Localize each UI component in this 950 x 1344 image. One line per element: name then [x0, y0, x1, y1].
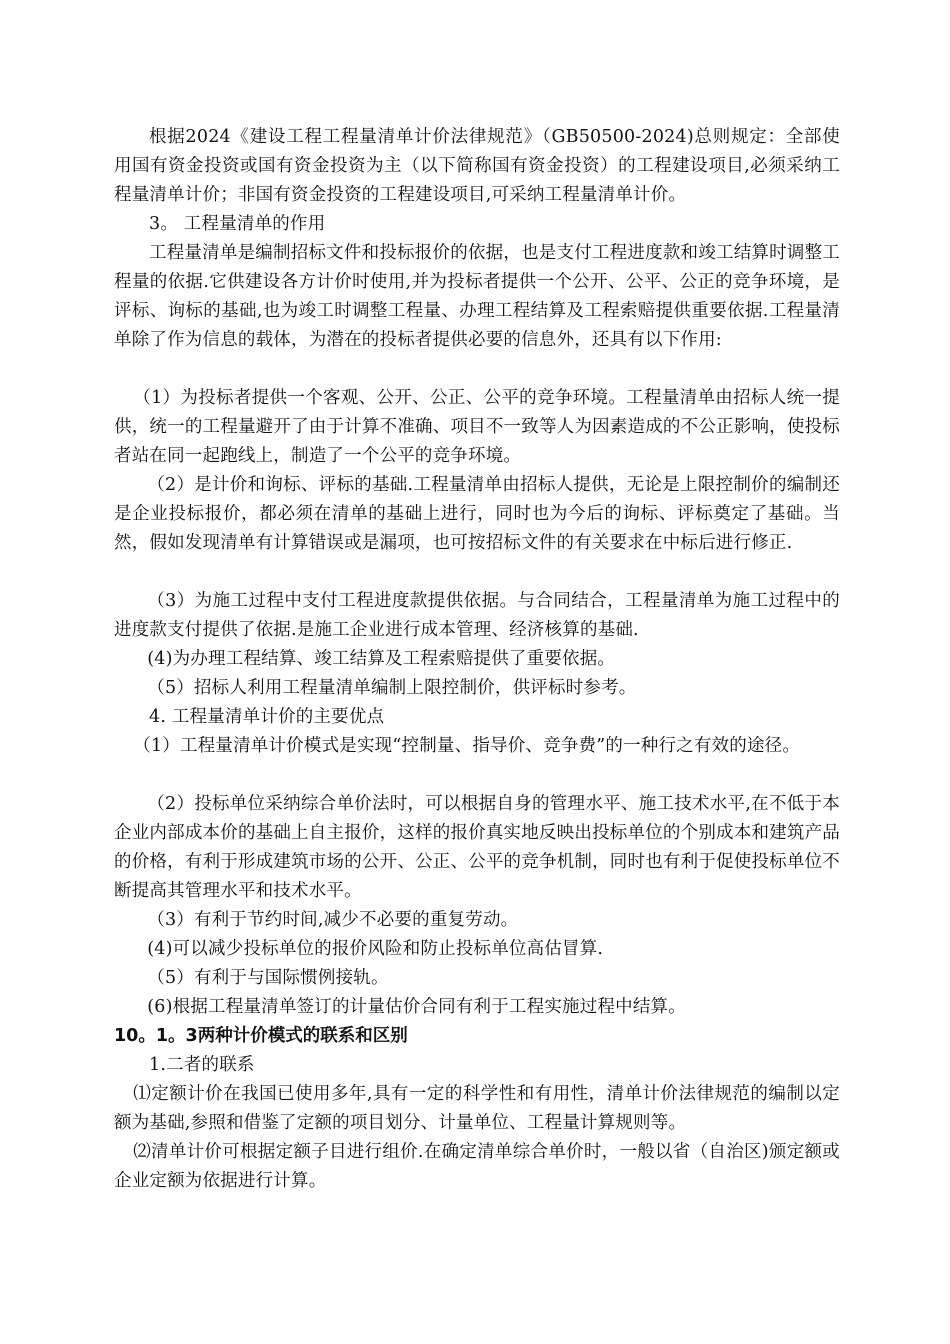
list-item-relation-1: ⑴定额计价在我国已使用多年,具有一定的科学性和有用性，清单计价法律规范的编制以定额为基础,参照和借鉴了定额的项目划分、计量单位、工程量计算规则等。: [114, 1084, 840, 1133]
heading-4-advantages: 4. 工程量清单计价的主要优点: [149, 707, 385, 727]
subheading-relation: 1.二者的联系: [149, 1055, 255, 1075]
list-item-role-3: （3）为施工过程中支付工程进度款提供依据。与合同结合，工程量清单为施工过程中的进度款支付提供了依据.是施工企业进行成本管理、经济核算的基础.: [114, 591, 840, 640]
paragraph-role: 工程量清单是编制招标文件和投标报价的依据，也是支付工程进度款和竣工结算时调整工程量的依据.它供建设各方计价时使用,并为投标者提供一个公开、公平、公正的竞争环境，是评标、询标的基础,也为竣工时调整工程量、办理工程结算及工程索赔提供重要依据.工程量清单除了作为信息的载体，为潜在的投标者提供必要的信息外，还具有以下作用:: [114, 243, 840, 350]
heading-3-role: 3。 工程量清单的作用: [149, 214, 326, 234]
list-item-role-5: （5）招标人利用工程量清单编制上限控制价，供评标时参考。: [147, 678, 637, 698]
list-item-role-2: （2）是计价和询标、评标的基础.工程量清单由招标人提供，无论是上限控制价的编制还是企业投标报价，都必须在清单的基础上进行，同时也为今后的询标、评标奠定了基础。当然，假如发现清单有计算错误或是漏项，也可按招标文件的有关要求在中标后进行修正.: [114, 475, 840, 553]
list-item-adv-5: （5）有利于与国际惯例接轨。: [147, 968, 389, 988]
section-heading: 10。1。3两种计价模式的联系和区别: [114, 1026, 408, 1046]
list-item-adv-4: (4)可以减少投标单位的报价风险和防止投标单位高估冒算.: [147, 939, 604, 959]
list-item-adv-3: （3）有利于节约时间,减少不必要的重复劳动。: [147, 910, 519, 930]
paragraph-intro: 根据2024《建设工程工程量清单计价法律规范》（GB50500-2024)总则规定：全部使用国有资金投资或国有资金投资为主（以下简称国有资金投资）的工程建设项目,必须采纳工程量清单计价；非国有资金投资的工程建设项目,可采纳工程量清单计价。: [114, 127, 840, 205]
list-item-relation-2: ⑵清单计价可根据定额子目进行组价.在确定清单综合单价时，一般以省（自治区)颁定额或企业定额为依据进行计算。: [114, 1142, 840, 1191]
list-item-adv-6: (6)根据工程量清单签订的计量估价合同有利于工程实施过程中结算。: [147, 997, 686, 1017]
list-item-adv-1: （1）工程量清单计价模式是实现“控制量、指导价、竞争费”的一种行之有效的途径。: [133, 736, 801, 756]
list-item-adv-2: （2）投标单位采纳综合单价法时，可以根据自身的管理水平、施工技术水平,在不低于本企业内部成本价的基础上自主报价，这样的报价真实地反映出投标单位的个别成本和建筑产品的价格，有利于形成建筑市场的公开、公正、公平的竞争机制，同时也有利于促使投标单位不断提高其管理水平和技术水平。: [114, 794, 840, 901]
list-item-role-1: （1）为投标者提供一个客观、公开、公正、公平的竞争环境。工程量清单由招标人统一提供，统一的工程量避开了由于计算不准确、项目不一致等人为因素造成的不公正影响，使投标者站在同一起跑线上，制造了一个公平的竞争环境。: [114, 388, 840, 466]
list-item-role-4: (4)为办理工程结算、竣工结算及工程索赔提供了重要依据。: [147, 649, 616, 669]
